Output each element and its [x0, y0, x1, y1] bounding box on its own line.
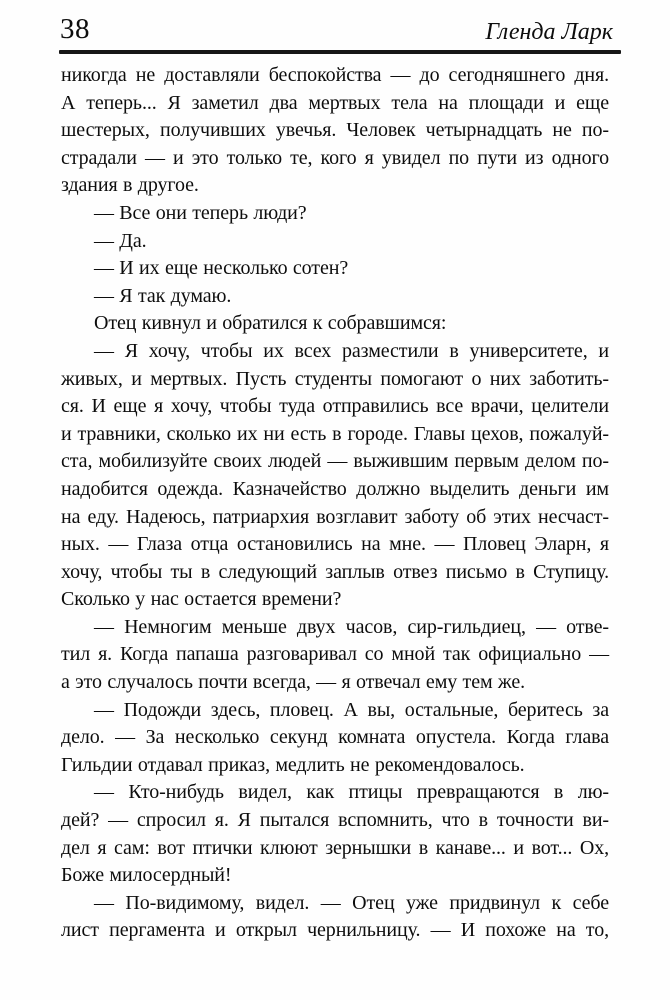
text-line: — Да. — [94, 229, 147, 252]
text-line: страдали — и это только те, кого я увидел по пути из одного — [61, 146, 609, 169]
text-line: надобится одежда. Казначейство должно выделить деньги им — [61, 477, 609, 500]
text-line: — Я так думаю. — [94, 284, 232, 307]
text-line: — Кто-нибудь видел, как птицы превращаются в лю- — [94, 781, 609, 804]
text-line: — Я хочу, чтобы их всех разместили в университете, и — [94, 339, 609, 362]
text-line: — Подожди здесь, пловец. А вы, остальные, беритесь за — [94, 698, 609, 721]
running-title: Гленда Ларк — [485, 19, 613, 45]
text-line: здания в другое. — [61, 174, 199, 197]
text-line: шестерых, получивших увечья. Человек четырнадцать не по- — [61, 119, 609, 142]
text-line: ся. И еще я хочу, чтобы туда отправились все врачи, целители — [61, 395, 609, 418]
text-line: никогда не доставляли беспокойства — до сегодняшнего дня. — [61, 64, 609, 86]
text-line: тил я. Когда папаша разговаривал со мной так официально — — [61, 643, 609, 666]
text-line: дел я сам: вот птички клюют зернышки в канаве... и вот... Ох, — [61, 836, 609, 859]
text-line: хочу, чтобы ты в следующий заплыв отвез письмо в Ступицу. — [61, 560, 609, 583]
text-line: — И их еще несколько сотен? — [94, 257, 349, 280]
text-line: Отец кивнул и обратился к собравшимся: — [94, 312, 447, 335]
text-line: дей? — спросил я. Я пытался вспомнить, что в точности ви- — [61, 809, 609, 832]
text-line: лист пергамента и открыл чернильницу. — И похоже на то, — [61, 919, 609, 942]
text-line: ста, мобилизуйте своих людей — выжившим первым делом по- — [61, 450, 609, 473]
text-line: живых, и мертвых. Пусть студенты помогают о них заботить- — [61, 367, 609, 390]
page-number: 38 — [60, 13, 90, 45]
text-line: Боже милосердный! — [61, 864, 232, 887]
text-line: — Все они теперь люди? — [94, 201, 307, 224]
header-rule — [59, 50, 621, 54]
body-text — [61, 62, 609, 945]
text-line: Сколько у нас остается времени? — [61, 588, 342, 611]
text-line: дело. — За несколько секунд комната опустела. Когда глава — [61, 726, 609, 749]
text-line: — По-видимому, видел. — Отец уже придвинул к себе — [94, 891, 609, 914]
text-line: Гильдии отдавал приказ, медлить не рекомендовалось. — [61, 753, 525, 776]
text-line: А теперь... Я заметил два мертвых тела на площади и еще — [61, 91, 609, 114]
text-line: на еду. Надеюсь, патриархия возглавит заботу об этих несчаст- — [61, 505, 609, 528]
text-line: и травники, сколько их ни есть в городе. Главы цехов, пожалуй- — [61, 422, 609, 445]
text-line: — Немногим меньше двух часов, сир-гильдиец, — отве- — [94, 615, 609, 638]
text-line: ных. — Глаза отца остановились на мне. — Пловец Эларн, я — [61, 533, 609, 556]
text-line: а это случалось почти всегда, — я отвечал ему тем же. — [61, 671, 526, 694]
